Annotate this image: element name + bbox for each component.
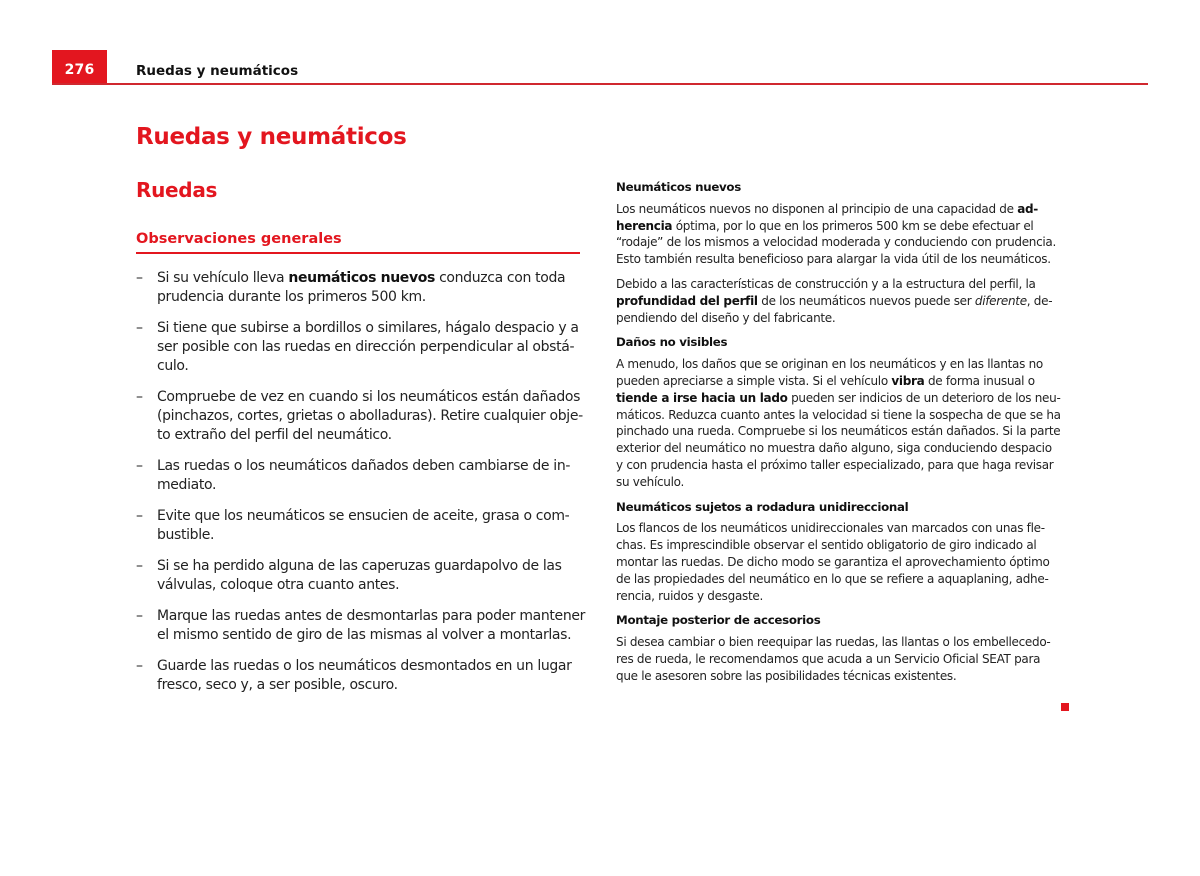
list-item: – Evite que los neumáticos se ensucien de aceite, grasa o combustible. xyxy=(136,508,570,544)
paragraph: Si desea cambiar o bien reequipar las ruedas, las llantas o los embellecedores de rueda, le recomendamos que acuda a un Servicio Oficial SEAT para que le asesoren sobre las posibilidades técnicas existentes. xyxy=(616,635,1051,683)
running-header-title: Ruedas y neumáticos xyxy=(136,63,299,79)
paragraph: Los flancos de los neumáticos unidireccionales van marcados con unas flechas. Es imprescindible observar el sentido obligatorio de giro indicado al montar las ruedas. De dicho modo se garantiza el aprovechamiento óptimo de las propiedades del neumático en lo que se refiere a aquaplaning, adherencia, ruidos y desgaste. xyxy=(616,521,1050,603)
paragraph: Debido a las características de construcción y a la estructura del perfil, la profundidad del perfil de los neumáticos nuevos puede ser diferente, dependiendo del diseño y del fabricante. xyxy=(616,276,1053,325)
end-of-section-marker-icon xyxy=(1061,703,1069,711)
dash-bullet-icon: – xyxy=(136,557,143,574)
dash-bullet-icon: – xyxy=(136,657,143,674)
right-column xyxy=(616,179,1061,693)
paragraph: A menudo, los daños que se originan en los neumáticos y en las llantas no pueden apreciarse a simple vista. Si el vehículo vibra de forma inusual o tiende a irse hacia un lado pueden ser indicios de un deterioro de los neumáticos. Reduzca cuanto antes la velocidad si tiene la sospecha de que se ha pinchado una rueda. Compruebe si los neumáticos están dañados. Si la parte exterior del neumático no muestra daño alguno, siga conduciendo despacio y con prudencia hasta el próximo taller especializado, para que haga revisar su vehículo. xyxy=(616,357,1061,489)
page-number: 276 xyxy=(64,62,95,78)
subsection-title: Observaciones generales xyxy=(136,231,342,247)
list-item: – Marque las ruedas antes de desmontarlas para poder mantener el mismo sentido de giro de las mismas al volver a montarlas. xyxy=(136,607,586,644)
header-rule xyxy=(52,83,1148,85)
chapter-title: Ruedas y neumáticos xyxy=(136,124,407,150)
paragraph: Los neumáticos nuevos no disponen al principio de una capacidad de adherencia óptima, por lo que en los primeros 500 km se debe efectuar el “rodaje” de los mismos a velocidad moderada y conduciendo con prudencia. Esto también resulta beneficioso para alargar la vida útil de los neumáticos. xyxy=(616,201,1056,267)
heading-neumaticos-nuevos: Neumáticos nuevos xyxy=(616,180,741,194)
dash-bullet-icon: – xyxy=(136,319,143,336)
section-title: Ruedas xyxy=(136,178,218,202)
dash-bullet-icon: – xyxy=(136,389,143,406)
dash-bullet-icon: – xyxy=(136,270,143,286)
dash-bullet-icon: – xyxy=(136,458,143,475)
list-item: – Guarde las ruedas o los neumáticos desmontados en un lugar fresco, seco y, a ser posible, oscuro. xyxy=(136,657,572,693)
bullet-list xyxy=(136,269,586,707)
subsection-rule xyxy=(136,252,580,254)
list-item: – Si tiene que subirse a bordillos o similares, hágalo despacio y a ser posible con las ruedas en dirección perpendicular al obstáculo. xyxy=(136,319,579,375)
list-item: – Compruebe de vez en cuando si los neumáticos están dañados (pinchazos, cortes, grietas o abolladuras). Retire cualquier objeto extraño del perfil del neumático. xyxy=(136,389,584,444)
heading-danos-no-visibles: Daños no visibles xyxy=(616,335,728,350)
list-item: – Si se ha perdido alguna de las caperuzas guardapolvo de las válvulas, coloque otra cuanto antes. xyxy=(136,557,562,594)
dash-bullet-icon: – xyxy=(136,607,143,624)
list-item: – Si su vehículo lleva neumáticos nuevos conduzca con toda prudencia durante los primeros 500 km. xyxy=(136,270,566,306)
heading-unidireccional: Neumáticos sujetos a rodadura unidireccional xyxy=(616,499,909,514)
heading-accesorios: Montaje posterior de accesorios xyxy=(616,613,821,628)
dash-bullet-icon: – xyxy=(136,508,143,525)
list-item: – Las ruedas o los neumáticos dañados deben cambiarse de inmediato. xyxy=(136,458,571,494)
